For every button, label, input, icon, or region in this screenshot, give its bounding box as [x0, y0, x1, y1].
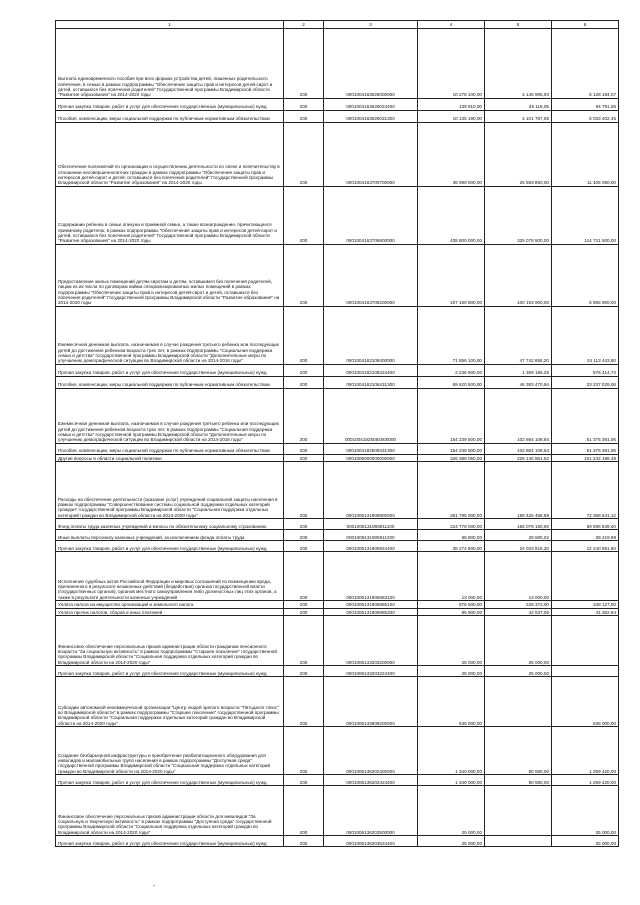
table-row	[56, 552, 619, 601]
row-budget-code: 0001004163708200000	[324, 245, 418, 307]
table-row	[56, 245, 619, 307]
row-description: Фонд оплаты труда казенных учреждений и взносы по обязательному социальному страхованию	[56, 519, 284, 530]
row-executed-amount: 25 000,00	[485, 666, 552, 677]
row-approved-amount: 10 135 190,00	[418, 111, 485, 123]
row-executed-amount: 102 864 108,94	[485, 389, 552, 444]
row-budget-code: 00010041825084000000	[324, 389, 418, 444]
row-description: Содержание ребенка в семье опекуна и приемной семье, а также вознаграждение, причитающееся приемному родителю, в рамках подпрограммы "Обеспечение защиты прав и интересов детей-сирот и детей, оставшихся без попечения родителей" Государственной программы Владимирской области "Развитие образования" на 2014-2020 годы	[56, 187, 284, 245]
document-page	[55, 20, 618, 847]
row-budget-code: 0001006131905985200	[324, 608, 418, 615]
row-description: Пособия, компенсации, меры социальной поддержки по публичным нормативным обязательствам	[56, 444, 284, 455]
row-line-code: 200	[284, 307, 324, 365]
row-budget-code: 0001006136203524400	[324, 836, 418, 847]
row-budget-code: 0001006133203224400	[324, 666, 418, 677]
row-executed-amount: 47 742 656,20	[485, 307, 552, 365]
table-row	[56, 111, 619, 123]
row-description: Пособия, компенсации, меры социальной поддержки по публичным нормативным обязательствам	[56, 377, 284, 389]
row-budget-code: 0001006131905985100	[324, 601, 418, 608]
table-row	[56, 123, 619, 187]
row-approved-amount: 154 239 500,00	[418, 389, 485, 444]
row-line-code: 200	[284, 187, 324, 245]
row-budget-code: 0001006131905924400	[324, 541, 418, 552]
table-row	[56, 836, 619, 847]
row-budget-code: 0001006131905900000	[324, 462, 418, 519]
table-row	[56, 187, 619, 245]
row-budget-code: 0001006136202424400	[324, 775, 418, 786]
row-remaining-amount: 6 128 194,07	[552, 29, 619, 99]
row-description: Прочая закупка товаров, работ и услуг для обеспечения государственных (муниципальных) нужд	[56, 541, 284, 552]
row-budget-code: 0001004163706800000	[324, 187, 418, 245]
row-approved-amount: 154 239 500,00	[418, 444, 485, 455]
row-approved-amount: 25 000,00	[418, 666, 485, 677]
row-approved-amount: 25 000,00	[418, 786, 485, 836]
row-executed-amount: 29 580,02	[485, 530, 552, 541]
row-approved-amount: 25 000,00	[418, 616, 485, 666]
row-executed-amount: 165 079 150,60	[485, 519, 552, 530]
row-executed-amount: 189 426 458,88	[485, 462, 552, 519]
row-description: Субсидии автономной некоммерческой организации "Центр людей зрелого возраста "Пятьдесят плюс" во Владимирской области" в рамках подпрограммы "Старшее поколение" государственной программы Владимирской области "Социальная поддержка отдельных категорий граждан во Владимирской области на 2014-2020 годы"	[56, 677, 284, 727]
row-remaining-amount: 6 965 900,00	[552, 245, 619, 307]
table-row	[56, 786, 619, 836]
row-remaining-amount: 39 219,98	[552, 530, 619, 541]
row-description: Исполнение судебных актов Российской Федерации и мировых соглашений по возмещению вреда, причиненного в результате незаконных действий (бездействия) органов государственной власти (государственных органов), органов местного самоуправления либо должностных лиц этих органов, а также в результате деятельности казенных учреждений	[56, 552, 284, 601]
row-description: Прочая закупка товаров, работ и услуг для обеспечения государственных (муниципальных) нужд	[56, 775, 284, 786]
table-row	[56, 307, 619, 365]
row-description: Создание безбарьерной инфраструктуры и приобретение реабилитационного оборудования для инвалидов и маломобильных групп населения в рамках подпрограммы "Доступная среда" государственной программы Владимирской области "Социальная поддержка отдельных категорий граждан во Владимирской области на 2014-2020 годы"	[56, 727, 284, 775]
row-description: Финансовое обеспечение персональных призов администрации области для инвалидов "За социальную и творческую активность" в рамках подпрограммы "Доступная среда" государственной программы Владимирской области "Социальная поддержка отдельных категорий граждан во Владимирской области на 2014-2020 годы"	[56, 786, 284, 836]
row-line-code: 200	[284, 666, 324, 677]
row-approved-amount: 261 795 000,00	[418, 462, 485, 519]
header-col-3: 3	[324, 21, 418, 29]
row-line-code: 200	[284, 123, 324, 187]
row-budget-code: 0001006000000000000	[324, 455, 418, 462]
row-approved-amount: 69 620 500,00	[418, 377, 485, 389]
table-row	[56, 444, 619, 455]
row-line-code: 200	[284, 389, 324, 444]
row-remaining-amount: 51 375 391,06	[552, 444, 619, 455]
table-row	[56, 775, 619, 786]
row-line-code: 200	[284, 365, 324, 377]
table-row	[56, 616, 619, 666]
row-approved-amount: 107 159 800,00	[418, 245, 485, 307]
row-line-code: 200	[284, 462, 324, 519]
row-description: Расходы на обеспечение деятельности (оказание услуг) учреждений социальной защиты населения в рамках подпрограммы "Совершенствование системы социальной поддержки отдельных категорий граждан" государственной программы Владимирской области "Социальная поддержка отдельных категорий граждан во Владимирской области на 2014-2020 годы"	[56, 462, 284, 519]
footer-mark: "	[153, 885, 155, 891]
row-budget-code: 0001006133606200000	[324, 677, 418, 727]
row-remaining-amount: 59 696 849,40	[552, 519, 619, 530]
row-executed-amount: 24 033 818,20	[485, 541, 552, 552]
row-executed-amount	[485, 677, 552, 727]
row-approved-amount: 576 500,00	[418, 601, 485, 608]
table-row	[56, 601, 619, 608]
row-approved-amount: 85 900,00	[418, 608, 485, 615]
table-row	[56, 462, 619, 519]
row-remaining-amount: 41 362,94	[552, 608, 619, 615]
row-remaining-amount: 101 242 188,48	[552, 455, 619, 462]
row-approved-amount: 68 800,00	[418, 530, 485, 541]
row-description: Прочая закупка товаров, работ и услуг для обеспечения государственных (муниципальных) нужд	[56, 365, 284, 377]
row-remaining-amount: 1 259 420,00	[552, 727, 619, 775]
row-line-code: 200	[284, 541, 324, 552]
row-remaining-amount	[552, 552, 619, 601]
row-description: Ежемесячная денежная выплата, назначаемая в случае рождения третьего ребенка или последующих детей до достижения ребенком возраста трех лет, в рамках подпрограммы "Социальная поддержка семьи и детства" государственной программы Владимирской области "Дополнительные меры по улучшению демографической ситуации во Владимирской области на 2014-2016 годы"	[56, 389, 284, 444]
row-remaining-amount: 348 127,00	[552, 601, 619, 608]
row-budget-code: 0001004182108400000	[324, 307, 418, 365]
row-executed-amount: 13 000,00	[485, 552, 552, 601]
header-col-2: 2	[284, 21, 324, 29]
row-approved-amount: 10 275 100,00	[418, 29, 485, 99]
row-remaining-amount: 51 375 391,06	[552, 389, 619, 444]
row-approved-amount: 2 236 600,00	[418, 365, 485, 377]
row-remaining-amount: 114 721 500,00	[552, 187, 619, 245]
table-row	[56, 365, 619, 377]
table-header-row	[56, 21, 619, 29]
row-remaining-amount	[552, 666, 619, 677]
row-remaining-amount: 25 000,00	[552, 836, 619, 847]
row-line-code: 200	[284, 29, 324, 99]
row-description: Обеспечение полномочий по организации и осуществлению деятельности по опеке и попечительству в отношении несовершеннолетних граждан в рамках подпрограммы "Обеспечение защиты прав и интересов детей-сирот и детей, оставшихся без попечения родителей" Государственной программы Владимирской области "Развитие образования" на 2014-2020 годы	[56, 123, 284, 187]
header-col-5: 5	[485, 21, 552, 29]
row-description: Прочая закупка товаров, работ и услуг для обеспечения государственных (муниципальных) нужд	[56, 836, 284, 847]
row-description: Ежемесячная денежная выплата, назначаемая в случае рождения третьего ребенка или последующих детей до достижения ребенком возраста трех лет, в рамках подпрограммы "Социальная поддержка семьи и детства" государственной программы Владимирской области "Дополнительные меры по улучшению демографической ситуации во Владимирской области на 2014-2016 годы"	[56, 307, 284, 365]
row-executed-amount: 228 373,00	[485, 601, 552, 608]
row-executed-amount: 4 101 787,55	[485, 111, 552, 123]
row-description: Уплата налога на имущество организаций и земельного налога	[56, 601, 284, 608]
row-description: Иные выплаты персоналу казенных учреждений, за исключением фонда оплаты труда	[56, 530, 284, 541]
row-line-code: 200	[284, 775, 324, 786]
table-row	[56, 455, 619, 462]
row-executed-amount: 42 537,06	[485, 608, 552, 615]
table-row	[56, 530, 619, 541]
row-description: Уплата прочих налогов, сборов и иных платежей	[56, 608, 284, 615]
row-approved-amount: 36 999 000,00	[418, 123, 485, 187]
row-approved-amount: 1 340 000,00	[418, 727, 485, 775]
row-line-code: 200	[284, 552, 324, 601]
row-approved-amount: 13 000,00	[418, 552, 485, 601]
budget-table	[55, 20, 619, 847]
row-approved-amount: 636 000,00	[418, 677, 485, 727]
row-approved-amount: 1 340 000,00	[418, 775, 485, 786]
row-executed-amount: 80 580,00	[485, 775, 552, 786]
row-budget-code: 0001004163526031300	[324, 111, 418, 123]
row-executed-amount	[485, 786, 552, 836]
row-executed-amount: 25 000,00	[485, 616, 552, 666]
row-budget-code: 0001004182508431300	[324, 444, 418, 455]
row-budget-code: 0001004163700700000	[324, 123, 418, 187]
row-budget-code: 0001004163526024400	[324, 99, 418, 111]
row-budget-code: 0001004182108431300	[324, 377, 418, 389]
row-executed-amount: 325 078 500,00	[485, 187, 552, 245]
row-budget-code: 0001006131905911200	[324, 530, 418, 541]
row-line-code: 200	[284, 519, 324, 530]
row-line-code: 200	[284, 99, 324, 111]
row-line-code: 200	[284, 444, 324, 455]
row-budget-code: 0001004182108424400	[324, 365, 418, 377]
row-executed-amount: 80 580,00	[485, 727, 552, 775]
table-row	[56, 99, 619, 111]
row-budget-code: 0001006131905983100	[324, 552, 418, 601]
row-remaining-amount: 11 405 050,00	[552, 123, 619, 187]
row-executed-amount: 25 593 950,00	[485, 123, 552, 187]
row-line-code: 200	[284, 530, 324, 541]
row-executed-amount: 4 146 905,93	[485, 29, 552, 99]
header-col-1: 1	[56, 21, 284, 29]
row-remaining-amount: 72 368 541,12	[552, 462, 619, 519]
table-row	[56, 541, 619, 552]
row-budget-code: 0001004163526000000	[324, 29, 418, 99]
row-approved-amount: 25 000,00	[418, 836, 485, 847]
row-remaining-amount: 1 259 420,00	[552, 775, 619, 786]
row-approved-amount: 224 776 000,00	[418, 519, 485, 530]
row-budget-code: 0001006131905911100	[324, 519, 418, 530]
row-line-code: 200	[284, 727, 324, 775]
row-remaining-amount	[552, 616, 619, 666]
table-row	[56, 29, 619, 99]
row-description: Прочая закупка товаров, работ и услуг для обеспечения государственных (муниципальных) нужд	[56, 99, 284, 111]
table-row	[56, 677, 619, 727]
row-remaining-amount: 24 113 443,80	[552, 307, 619, 365]
row-line-code: 200	[284, 377, 324, 389]
table-row	[56, 608, 619, 615]
row-budget-code: 0001006136203500000	[324, 786, 418, 836]
row-budget-code: 0001006133203200000	[324, 616, 418, 666]
row-line-code: 200	[284, 245, 324, 307]
table-row	[56, 666, 619, 677]
table-row	[56, 727, 619, 775]
row-executed-amount: 100 193 900,00	[485, 245, 552, 307]
row-description: Выплата единовременного пособия при всех формах устройства детей, лишенных родительского попечения, в семью в рамках подпрограммы "Обеспечение защиты прав и интересов детей-сирот и детей, оставшихся без попечения родителей" Государственной программы Владимирской области "Развитие образования" на 2014-2020 годы	[56, 29, 284, 99]
row-line-code: 200	[284, 455, 324, 462]
row-executed-amount: 45 118,05	[485, 99, 552, 111]
row-remaining-amount: 25 000,00	[552, 786, 619, 836]
row-line-code: 200	[284, 608, 324, 615]
row-remaining-amount: 23 237 029,06	[552, 377, 619, 389]
row-remaining-amount: 6 033 402,45	[552, 111, 619, 123]
row-approved-amount: 439 800 000,00	[418, 187, 485, 245]
row-description: Предоставление жилых помещений детям-сиротам и детям, оставшимся без попечения родителей, лицам из их числа по договорам найма специализированных жилых помещений в рамках подпрограммы "Обеспечение защиты прав и интересов детей-сирот и детей, оставшихся без попечения родителей" Государственной программы Владимирской области "Развитие образования" на 2014-2020 годы	[56, 245, 284, 307]
row-remaining-amount: 94 791,95	[552, 99, 619, 111]
header-col-4: 4	[418, 21, 485, 29]
row-executed-amount: 102 864 108,94	[485, 444, 552, 455]
row-description: Прочая закупка товаров, работ и услуг для обеспечения государственных (муниципальных) нужд	[56, 666, 284, 677]
row-executed-amount: 46 383 470,94	[485, 377, 552, 389]
row-line-code: 200	[284, 786, 324, 836]
row-approved-amount: 71 856 100,00	[418, 307, 485, 365]
row-executed-amount	[485, 836, 552, 847]
table-row	[56, 519, 619, 530]
row-budget-code: 0001006136202400000	[324, 727, 418, 775]
row-approved-amount: 139 910,00	[418, 99, 485, 111]
table-row	[56, 377, 619, 389]
row-line-code: 200	[284, 616, 324, 666]
row-executed-amount: 225 145 861,52	[485, 455, 552, 462]
row-approved-amount: 36 274 800,00	[418, 541, 485, 552]
row-description: Финансовое обеспечение персональных призов администрации области гражданам пенсионного возраста "За социальную активность" в рамках подпрограммы "Старшее поколение" государственной программы Владимирской области "Социальная поддержка отдельных категорий граждан во Владимирской области на 2014-2020 годы"	[56, 616, 284, 666]
row-remaining-amount: 636 000,00	[552, 677, 619, 727]
row-remaining-amount: 12 240 981,80	[552, 541, 619, 552]
row-description: Пособия, компенсации, меры социальной поддержки по публичным нормативным обязательствам	[56, 111, 284, 123]
row-line-code: 200	[284, 601, 324, 608]
row-remaining-amount: 876 414,74	[552, 365, 619, 377]
row-executed-amount: 1 359 185,26	[485, 365, 552, 377]
header-col-6: 6	[552, 21, 619, 29]
row-line-code: 200	[284, 677, 324, 727]
row-description: Другие вопросы в области социальной политики	[56, 455, 284, 462]
row-approved-amount: 326 388 050,00	[418, 455, 485, 462]
row-line-code: 200	[284, 836, 324, 847]
row-line-code: 200	[284, 111, 324, 123]
table-row	[56, 389, 619, 444]
